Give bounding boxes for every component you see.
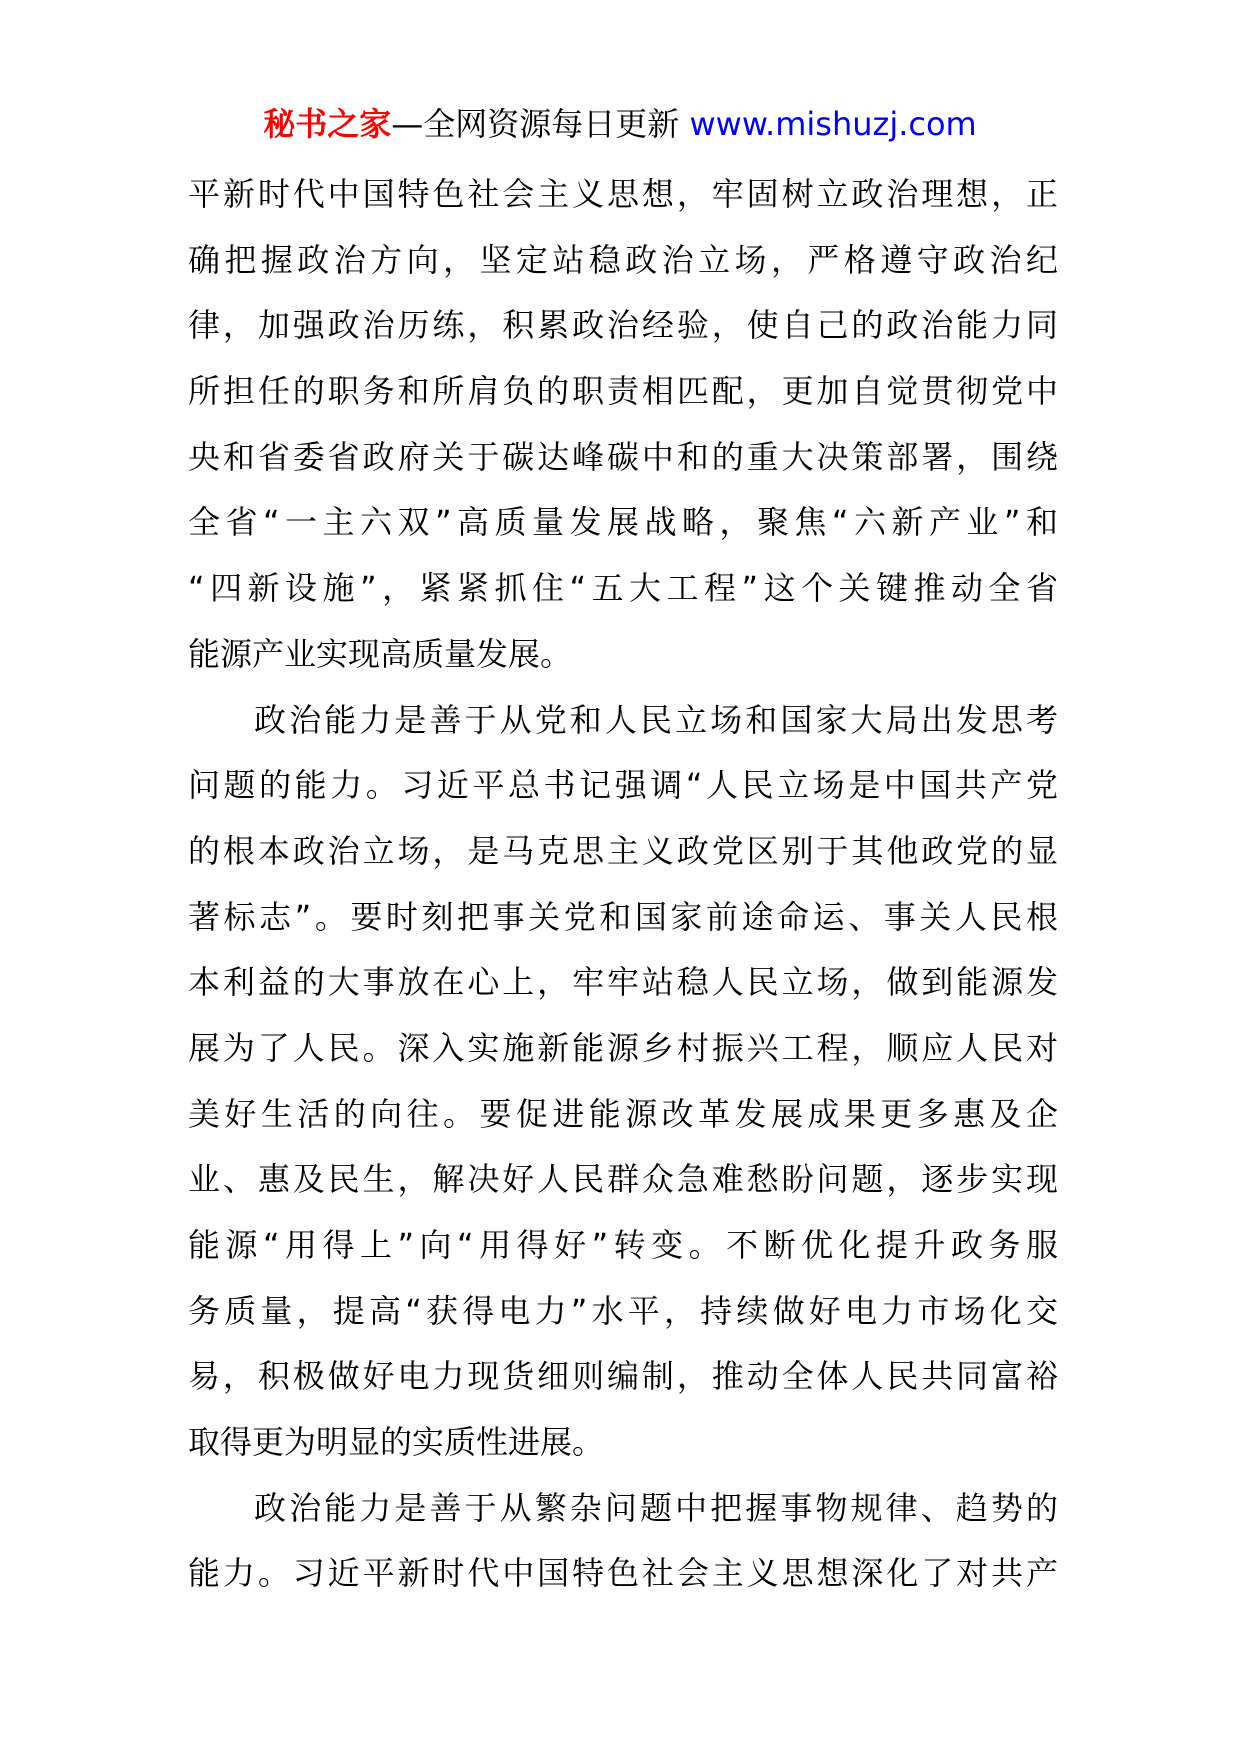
text-line: 央和省委省政府关于碳达峰碳中和的重大决策部署，围绕 [188,437,1058,476]
text-line: 律，加强政治历练，积累政治经验，使自己的政治能力同 [188,306,1058,345]
paragraph-first-line: 政治能力是善于从党和人民立场和国家大局出发思考 [254,700,1058,739]
text-line: 业、惠及民生，解决好人民群众急难愁盼问题，逐步实现 [188,1160,1058,1199]
text-line: 平新时代中国特色社会主义思想，牢固树立政治理想，正 [188,175,1058,213]
text-line: 能源产业实现高质量发展。 [188,634,573,673]
text-line: 本利益的大事放在心上，牢牢站稳人民立场，做到能源发 [188,963,1058,1002]
brand-name: 秘书之家 [263,105,392,143]
text-line: 的根本政治立场，是马克思主义政党区别于其他政党的显 [188,831,1058,870]
website-link[interactable]: www.mishuzj.com [689,105,977,143]
text-line: 易，积极做好电力现货细则编制，推动全体人民共同富裕 [188,1357,1058,1396]
header-tagline: —全网资源每日更新 [391,105,680,143]
text-line: 所担任的职务和所肩负的职责相匹配，更加自觉贯彻党中 [188,372,1058,411]
text-line: 著标志”。要时刻把事关党和国家前途命运、事关人民根 [188,897,1058,936]
text-line: 确把握政治方向，坚定站稳政治立场，严格遵守政治纪 [188,240,1058,279]
text-line: 能源“用得上”向“用得好”转变。不断优化提升政务服 [188,1226,1058,1264]
document-body [188,162,1058,1607]
text-line: 能力。习近平新时代中国特色社会主义思想深化了对共产 [188,1554,1058,1593]
text-line: 展为了人民。深入实施新能源乡村振兴工程，顺应人民对 [188,1028,1058,1067]
text-line: 美好生活的向往。要促进能源改革发展成果更多惠及企 [188,1094,1058,1133]
text-line: 全省“一主六双”高质量发展战略，聚焦“六新产业”和 [188,503,1058,542]
text-line: 务质量，提高“获得电力”水平，持续做好电力市场化交 [188,1291,1058,1330]
text-line: “四新设施”，紧紧抓住“五大工程”这个关键推动全省 [188,569,1058,608]
paragraph-first-line: 政治能力是善于从繁杂问题中把握事物规律、趋势的 [254,1488,1058,1527]
text-line: 问题的能力。习近平总书记强调“人民立场是中国共产党 [188,766,1058,805]
page-header [0,100,1240,148]
text-line: 取得更为明显的实质性进展。 [188,1423,605,1462]
